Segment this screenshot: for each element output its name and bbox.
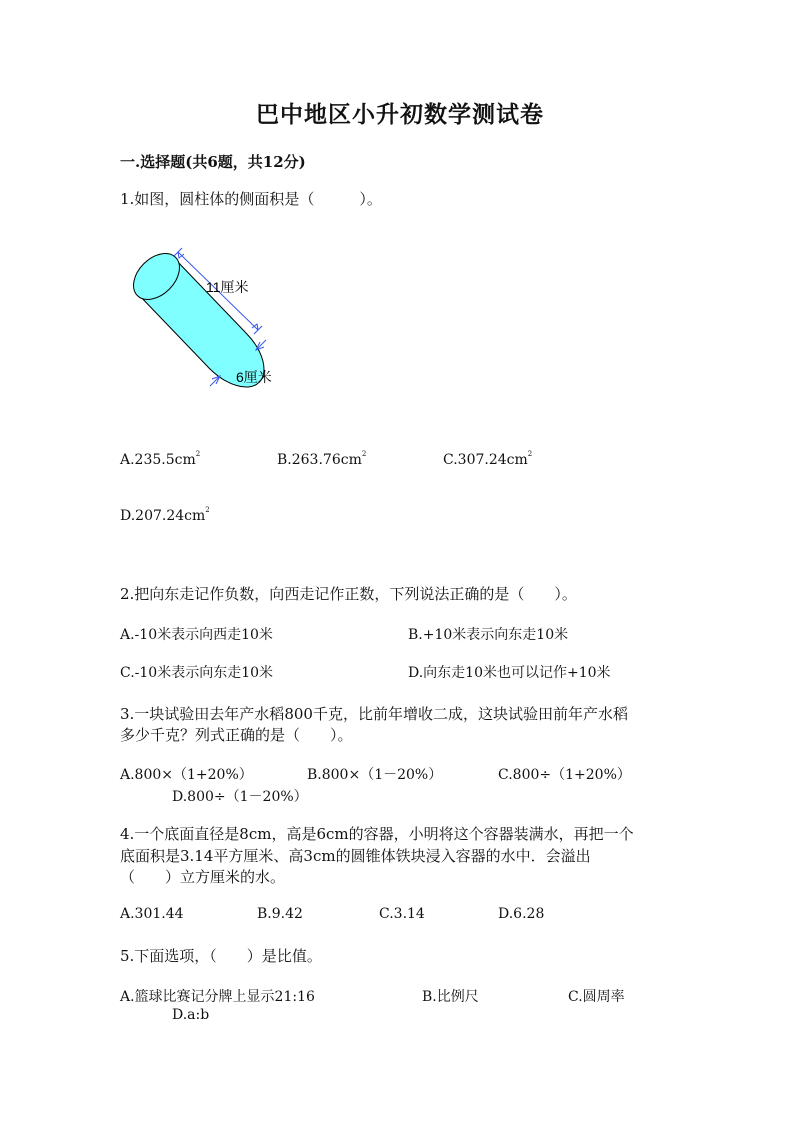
q3-option-a: A.800×（1+20%） <box>120 767 253 783</box>
q4-option-c: C.3.14 <box>379 906 425 922</box>
q4-option-a: A.301.44 <box>120 906 184 922</box>
question-3-line-1: 3.一块试验田去年产水稻800千克，比前年增收二成，这块试验田前年产水稻 <box>120 705 628 723</box>
section-heading: 一.选择题(共6题，共12分) <box>120 153 306 171</box>
q3-option-d: D.800÷（1－20%） <box>172 789 308 805</box>
diameter-label: 6厘米 <box>236 369 272 385</box>
q4-option-d: D.6.28 <box>498 906 545 922</box>
question-1-text: 1.如图，圆柱体的侧面积是（ ）。 <box>120 190 382 208</box>
question-4-line-1: 4.一个底面直径是8cm，高是6cm的容器，小明将这个容器装满水，再把一个 <box>120 825 634 843</box>
q5-option-b: B.比例尺 <box>422 989 479 1005</box>
q5-option-d: D.a:b <box>172 1007 210 1023</box>
q2-option-c: C.-10米表示向东走10米 <box>120 665 274 681</box>
question-2-text: 2.把向东走记作负数，向西走记作正数，下列说法正确的是（ ）。 <box>120 585 577 603</box>
q1-option-d: $D.207.24cm^2$ <box>120 506 210 524</box>
q3-option-b: B.800×（1－20%） <box>307 767 443 783</box>
q1-option-b: $B.263.76cm^2$ <box>277 450 367 468</box>
q2-option-a: A.-10米表示向西走10米 <box>120 627 273 643</box>
q5-option-a: A.篮球比赛记分牌上显示21:16 <box>120 989 315 1005</box>
q4-option-b: B.9.42 <box>257 906 303 922</box>
cylinder-figure <box>118 242 288 407</box>
q5-option-c: C.圆周率 <box>568 989 625 1005</box>
question-4-line-3: （ ）立方厘米的水。 <box>120 868 286 886</box>
q2-option-b: B.+10米表示向东走10米 <box>408 627 569 643</box>
question-5-text: 5.下面选项，（ ）是比值。 <box>120 947 322 965</box>
length-label: 11厘米 <box>206 279 249 295</box>
q1-option-c: $C.307.24cm^2$ <box>443 450 533 468</box>
question-4-line-2: 底面积是3.14平方厘米、高3cm的圆锥体铁块浸入容器的水中．会溢出 <box>120 847 591 865</box>
question-3-line-2: 多少千克？列式正确的是（ ）。 <box>120 726 353 744</box>
q2-option-d: D.向东走10米也可以记作+10米 <box>408 665 611 681</box>
q1-option-a: $A.235.5cm^2$ <box>120 450 201 468</box>
page-title: 巴中地区小升初数学测试卷 <box>256 101 544 128</box>
q3-option-c: C.800÷（1+20%） <box>498 767 631 783</box>
